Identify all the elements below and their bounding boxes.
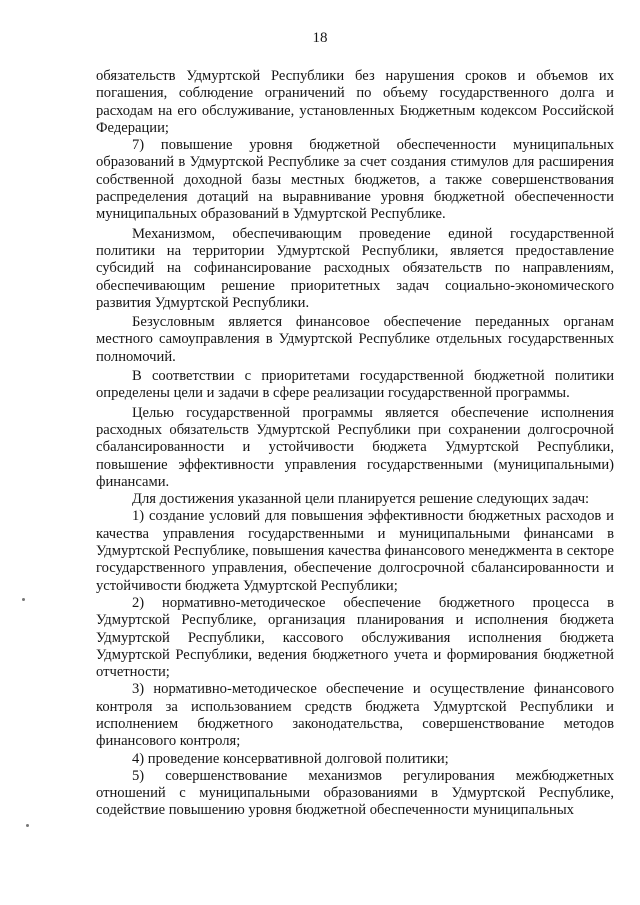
paragraph: Целью государственной программы является обеспечение исполнения расходных обязательств Удмуртской Республики при сохранении долгосрочной сбалансированности и устойчивости бюджета Удмуртской Республики, повышение эффективности управления государственными (муниципальными) финансами. bbox=[96, 404, 614, 490]
scan-dot-mark bbox=[22, 598, 25, 601]
paragraph: 7) повышение уровня бюджетной обеспеченности муниципальных образований в Удмуртской Республике за счет создания стимулов для расширения собственной доходной базы местных бюджетов, а также совершенствования распределения дотаций на выравнивание уровня бюджетной обеспеченности муниципальных образований в Удмуртской Республике. bbox=[96, 137, 614, 223]
document-body bbox=[96, 68, 614, 820]
paragraph: В соответствии с приоритетами государственной бюджетной политики определены цели и задачи в сфере реализации государственной программы. bbox=[96, 368, 614, 402]
scan-dot-mark bbox=[26, 824, 29, 827]
page-number: 18 bbox=[312, 30, 328, 46]
paragraph: 4) проведение консервативной долговой политики; bbox=[132, 750, 449, 767]
paragraph: 5) совершенствование механизмов регулирования межбюджетных отношений с муниципальными образованиями в Удмуртской Республике, содействие повышению уровня бюджетной обеспеченности муниципальных bbox=[96, 767, 614, 819]
paragraph: Механизмом, обеспечивающим проведение единой государственной политики на территории Удмуртской Республики, является предоставление субсидий на софинансирование расходных обязательств по направлениям, обеспечивающим решение приоритетных задач социально-экономического развития Удмуртской Республики. bbox=[96, 225, 614, 311]
paragraph: 2) нормативно-методическое обеспечение бюджетного процесса в Удмуртской Республике, организация планирования и исполнения бюджета Удмуртской Республики, кассового обслуживания исполнения бюджета Удмуртской Республики, ведения бюджетного учета и формирования бюджетной отчетности; bbox=[96, 594, 614, 681]
paragraph: обязательств Удмуртской Республики без нарушения сроков и объемов их погашения, соблюдение ограничений по объему государственного долга и расходам на его обслуживание, установленных Бюджетным кодексом Российской Федерации; bbox=[96, 68, 614, 136]
paragraph: Для достижения указанной цели планируется решение следующих задач: bbox=[132, 491, 590, 508]
paragraph: 3) нормативно-методическое обеспечение и осуществление финансового контроля за использованием средств бюджета Удмуртской Республики и исполнением бюджетного законодательства, совершенствование методов финансового контроля; bbox=[96, 681, 614, 750]
paragraph: 1) создание условий для повышения эффективности бюджетных расходов и качества управления государственными и муниципальными финансами в Удмуртской Республике, повышения качества финансового менеджмента в секторе государственного управления, обеспечение долгосрочной сбалансированности и устойчивости бюджета Удмуртской Республики; bbox=[96, 508, 614, 594]
paragraph: Безусловным является финансовое обеспечение переданных органам местного самоуправления в Удмуртской Республике отдельных государственных полномочий. bbox=[96, 314, 614, 365]
